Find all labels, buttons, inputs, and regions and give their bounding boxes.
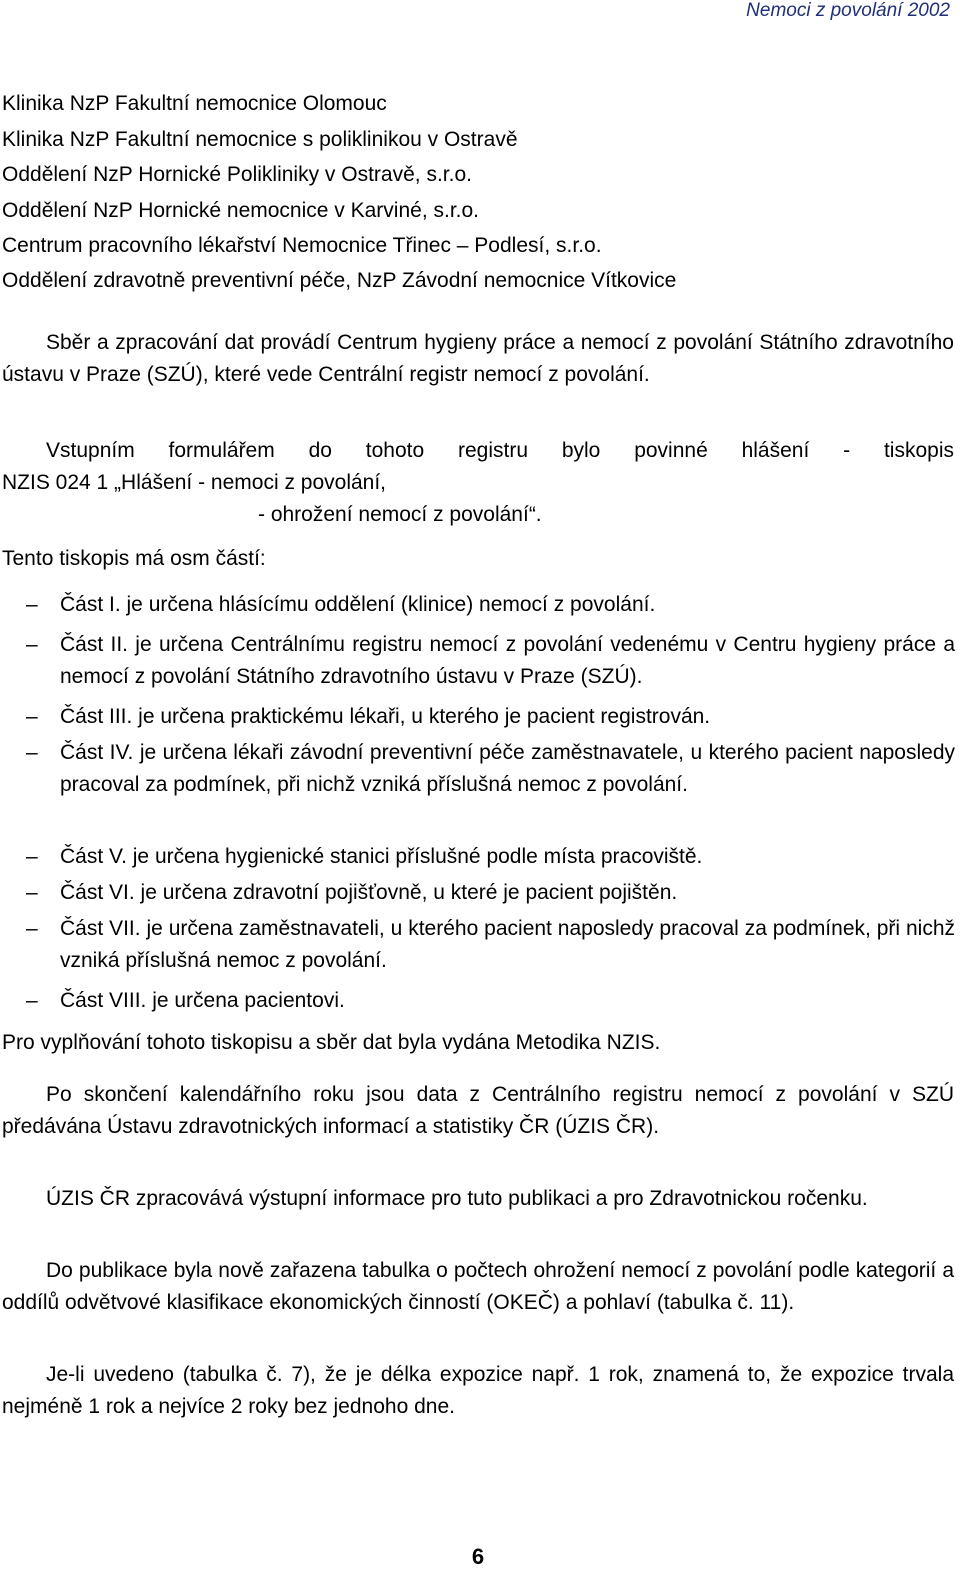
paragraph-data-transfer: Po skončení kalendářního roku jsou data z Centrálního registru nemocí z povolání v SZÚ předávána Ústavu zdravotnických informací a statistiky ČR (ÚZIS ČR). xyxy=(2,1083,954,1138)
paragraph-exposure: Je-li uvedeno (tabulka č. 7), že je délka expozice např. 1 rok, znamená to, že expozice trvala nejméně 1 rok a nejvíce 2 roky bez jednoho dne. xyxy=(2,1363,954,1418)
dash-bullet: – xyxy=(26,989,38,1012)
paragraph-form-line4: Tento tiskopis má osm částí: xyxy=(2,547,266,570)
paragraph-uzis: ÚZIS ČR zpracovává výstupní informace pro tuto publikaci a pro Zdravotnickou ročenku. xyxy=(46,1187,868,1210)
institution-line: Klinika NzP Fakultní nemocnice Olomouc xyxy=(2,92,387,115)
dash-bullet: – xyxy=(26,881,38,904)
dash-bullet: – xyxy=(26,593,38,616)
list-item-text: Část VIII. je určena pacientovi. xyxy=(60,989,345,1012)
institution-line: Oddělení NzP Hornické Polikliniky v Ostravě, s.r.o. xyxy=(2,163,472,186)
list-item-text: Část II. je určena Centrálnímu registru nemocí z povolání vedenému v Centru hygieny práce a nemocí z povolání Státního zdravotního ústavu v Praze (SZÚ). xyxy=(60,633,955,688)
institution-line: Oddělení zdravotně preventivní péče, NzP Závodní nemocnice Vítkovice xyxy=(2,269,677,292)
list-item-text: Část III. je určena praktickému lékaři, u kterého je pacient registrován. xyxy=(60,705,711,728)
running-header: Nemoci z povolání 2002 xyxy=(746,0,950,21)
paragraph-form-line3: - ohrožení nemocí z povolání“. xyxy=(258,503,542,526)
institution-line: Oddělení NzP Hornické nemocnice v Karviné, s.r.o. xyxy=(2,199,480,222)
paragraph-new-table: Do publikace byla nově zařazena tabulka o počtech ohrožení nemocí z povolání podle kategorií a oddílů odvětvové klasifikace ekonomických činností (OKEČ) a pohlaví (tabulka č. 11). xyxy=(2,1259,954,1314)
list-item-text: Část VI. je určena zdravotní pojišťovně, u které je pacient pojištěn. xyxy=(60,881,678,904)
paragraph-methodology: Pro vyplňování tohoto tiskopisu a sběr dat byla vydána Metodika NZIS. xyxy=(2,1031,661,1054)
paragraph-form-line1: Vstupním formulářem do tohoto registru bylo povinné hlášení - tiskopis xyxy=(46,439,954,462)
dash-bullet: – xyxy=(26,633,38,656)
dash-bullet: – xyxy=(26,741,38,764)
institution-line: Klinika NzP Fakultní nemocnice s poliklinikou v Ostravě xyxy=(2,128,518,151)
dash-bullet: – xyxy=(26,845,38,868)
dash-bullet: – xyxy=(26,705,38,728)
paragraph-data-collection: Sběr a zpracování dat provádí Centrum hygieny práce a nemocí z povolání Státního zdravotního ústavu v Praze (SZÚ), které vede Centrální registr nemocí z povolání. xyxy=(2,331,954,386)
list-item-text: Část IV. je určena lékaři závodní preventivní péče zaměstnavatele, u kterého pacient naposledy pracoval za podmínek, při nichž vzniká příslušná nemoc z povolání. xyxy=(60,741,955,796)
paragraph-form-line2: NZIS 024 1 „Hlášení - nemoci z povolání, xyxy=(2,471,387,494)
institution-line: Centrum pracovního lékařství Nemocnice Třinec – Podlesí, s.r.o. xyxy=(2,234,602,257)
list-item-text: Část I. je určena hlásícímu oddělení (klinice) nemocí z povolání. xyxy=(60,593,656,616)
dash-bullet: – xyxy=(26,917,38,940)
page-number: 6 xyxy=(471,1544,485,1569)
list-item-text: Část V. je určena hygienické stanici příslušné podle místa pracoviště. xyxy=(60,845,703,868)
list-item-text: Část VII. je určena zaměstnavateli, u kterého pacient naposledy pracoval za podmínek, při nichž vzniká příslušná nemoc z povolání. xyxy=(60,917,955,972)
